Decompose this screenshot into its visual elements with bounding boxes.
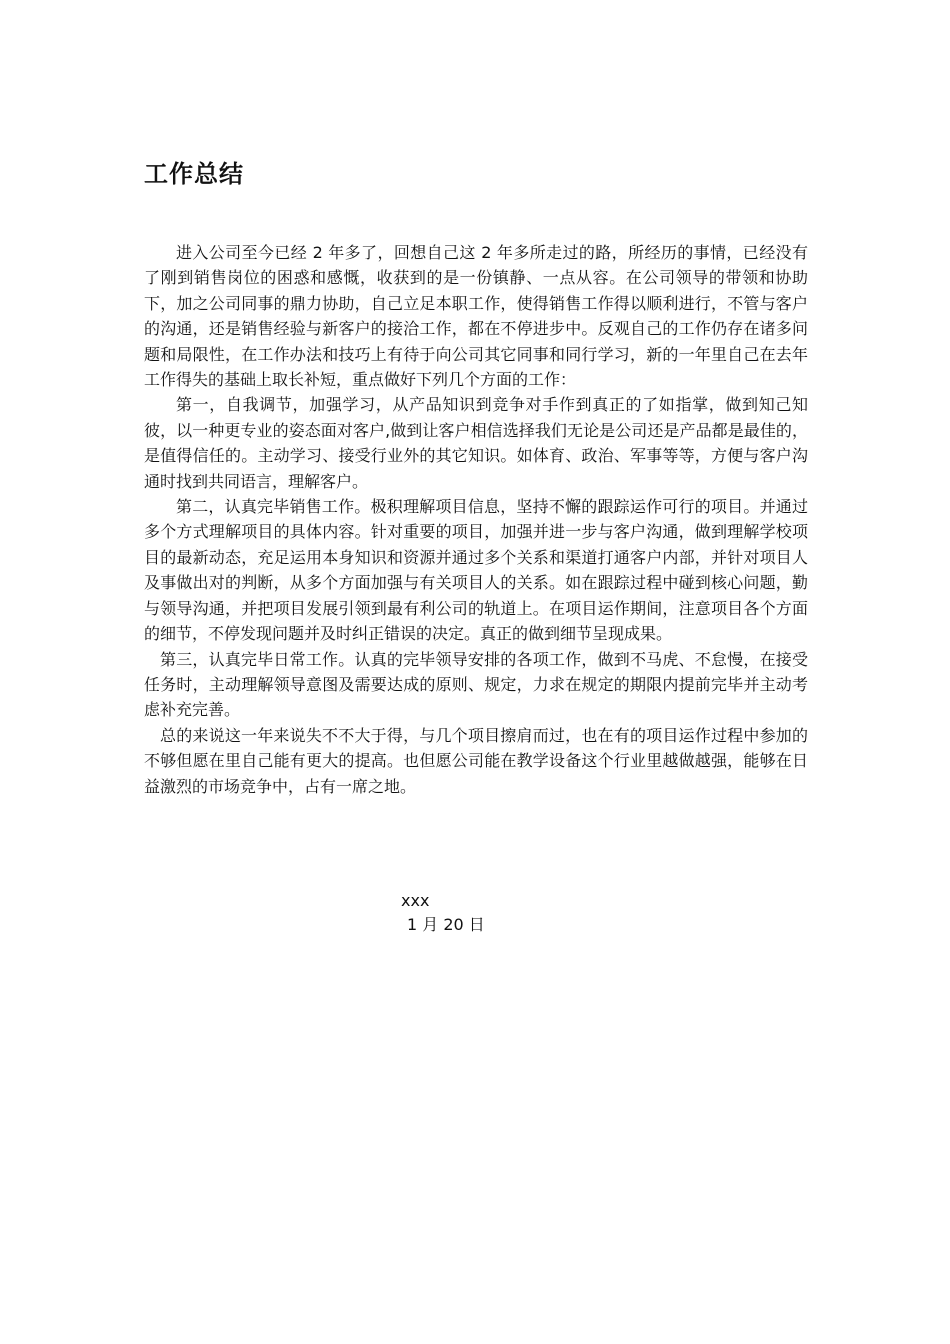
paragraph-second-point: 第二，认真完毕销售工作。极积理解项目信息，坚持不懈的跟踪运作可行的项目。并通过多个方式理解项目的具体内容。针对重要的项目，加强并进一步与客户沟通，做到理解学校项目的最新动态，充足运用本身知识和资源并通过多个关系和渠道打通客户内部，并针对项目人及事做出对的判断，从多个方面加强与有关项目人的关系。如在跟踪过程中碰到核心问题，勤与领导沟通，并把项目发展引领到最有利公司的轨道上。在项目运作期间，注意项目各个方面的细节，不停发现问题并及时纠正错误的决定。真正的做到细节呈现成果。 [144,497,808,644]
document-title: 工作总结 [144,160,244,188]
paragraph-third-point: 第三，认真完毕日常工作。认真的完毕领导安排的各项工作，做到不马虎、不怠慢，在接受任务时，主动理解领导意图及需要达成的原则、规定，力求在规定的期限内提前完毕并主动考虑补充完善。 [144,649,808,720]
signature-name: xxx [401,891,430,910]
paragraph-conclusion: 总的来说这一年来说失不不大于得，与几个项目擦肩而过，也在有的项目运作过程中参加的不够但愿在里自己能有更大的提高。也但愿公司能在教学设备这个行业里越做越强，能够在日益激烈的市场竞争中，占有一席之地。 [144,725,808,796]
paragraph-first-point: 第一，自我调节，加强学习，从产品知识到竞争对手作到真正的了如指掌，做到知己知彼，以一种更专业的姿态面对客户,做到让客户相信选择我们无论是公司还是产品都是最佳的，是值得信任的。主动学习、接受行业外的其它知识。如体育、政治、军事等等，方便与客户沟通时找到共同语言，理解客户。 [144,395,808,491]
paragraph-intro: 进入公司至今已经 2 年多了，回想自己这 2 年多所走过的路，所经历的事情，已经没有了刚到销售岗位的困惑和感慨，收获到的是一份镇静、一点从容。在公司领导的带领和协助下，加之公司同事的鼎力协助，自己立足本职工作，使得销售工作得以顺利进行，不管与客户的沟通，还是销售经验与新客户的接洽工作，都在不停进步中。反观自己的工作仍存在诸多问题和局限性，在工作办法和技巧上有待于向公司其它同事和同行学习，新的一年里自己在去年工作得失的基础上取长补短，重点做好下列几个方面的工作： [144,243,808,390]
document-body [144,240,808,799]
signature-block [401,889,485,937]
signature-date: 1 月 20 日 [407,915,485,934]
